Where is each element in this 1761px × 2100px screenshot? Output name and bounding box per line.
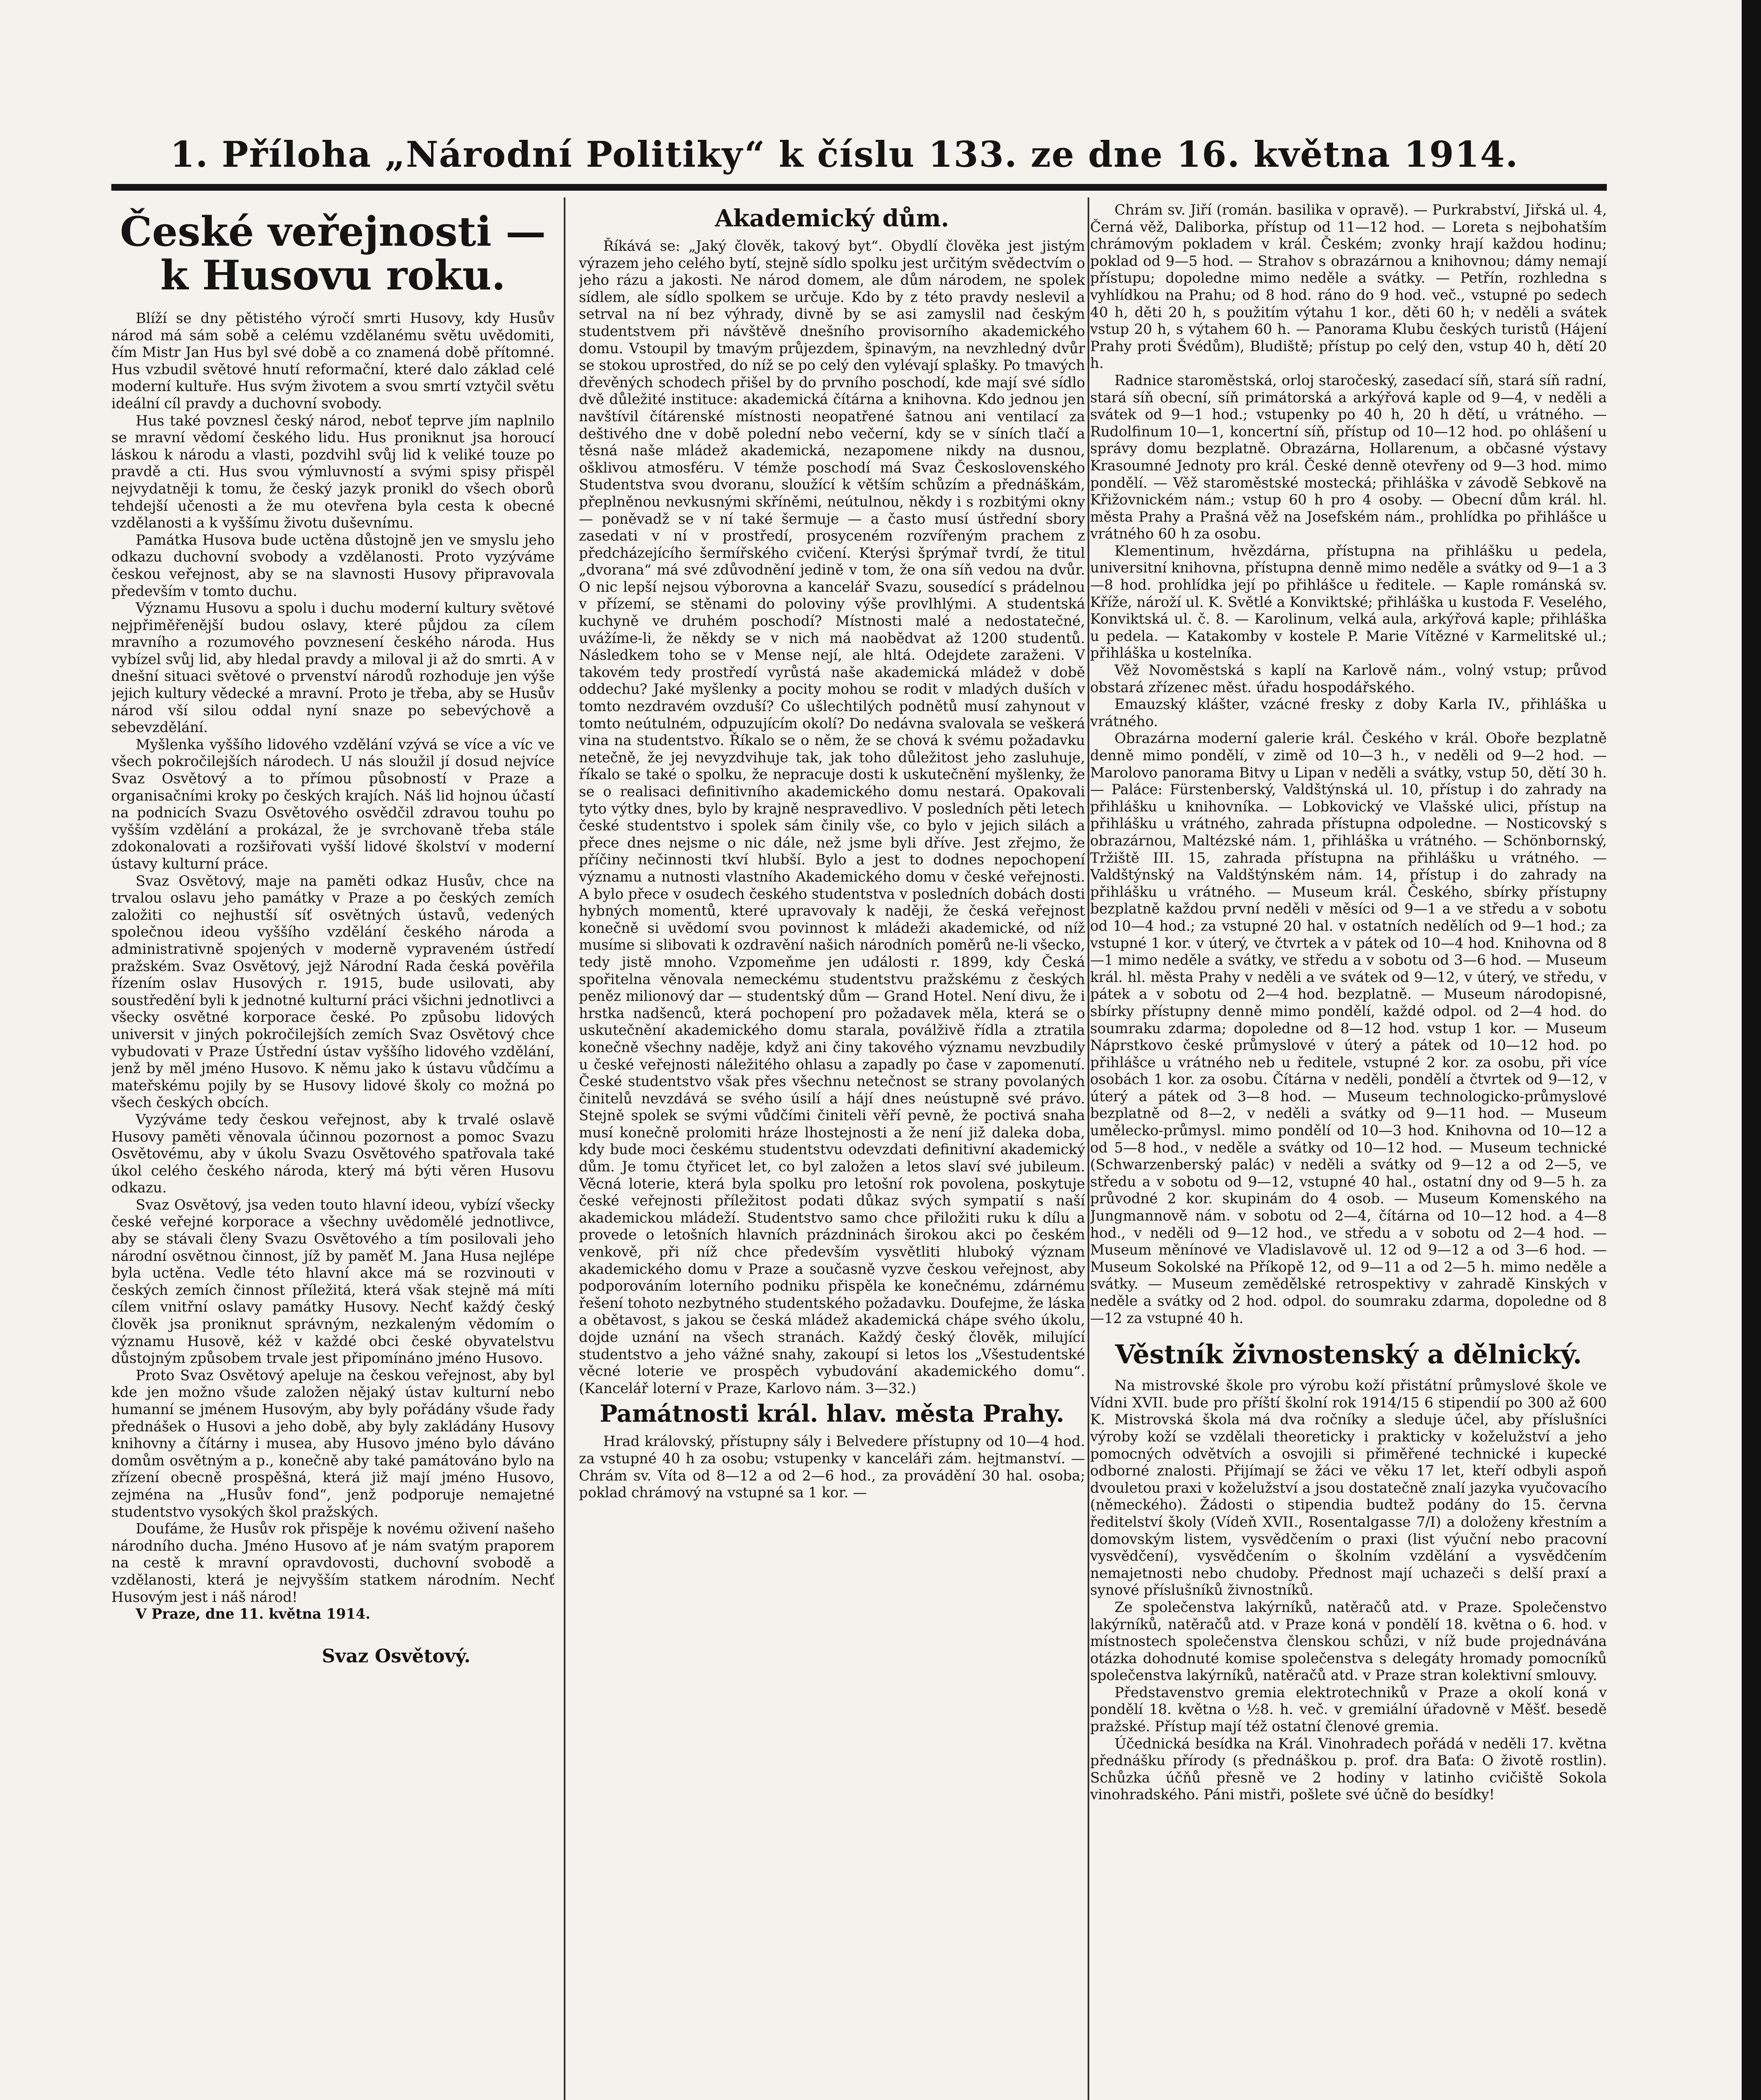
paragraph: Významu Husovu a spolu i duchu moderní kultury světové nejpřiměřenější budou oslavy, které půjdou za cílem mravního a rozumového povznesení českého národa. Hus vybízel svůj lid, aby hledal pravdy a miloval ji až do smrti. A v dnešní situaci světové o prvenství národů rozhoduje jen výše jejich kultury vědecké a mravní. Proto je třeba, aby se Husův národ vší silou oddal nyní snaze po sebevýchově a sebevzdělání. (111, 600, 555, 736)
paragraph: Svaz Osvětový, jsa veden touto hlavní ideou, vybízí všecky české veřejné korporace a všechny uvědomělé jednotlivce, aby se stávali členy Svazu Osvětového a tím posilovali jeho národní osvětnou činnost, jíž by paměť M. Jana Husa nejlépe byla uctěna. Vedle této hlavní akce má se rozvinouti v českých zemích činnost příležitá, která však stejně má míti cílem vnitřní oslavy památky Husovy. Nechť každý český člověk jsa proniknut správným, nezkaleným vědomím o významu Husově, kéž v každé obci české obyvatelstvu důstojným způsobem trvale jest připomínáno jméno Husovo. (111, 1196, 555, 1367)
headline-pamatnosti: Památnosti král. hlav. města Prahy. (599, 1400, 1064, 1428)
paragraph: Na mistrovské škole pro výrobu koží přistátní průmyslové škole ve Vídni XVII. bude pro příští školní rok 1914/15 6 stipendií po 300 až 600 K. Mistrovská škola má dva ročníky a sleduje účel, aby příslušníci výroby koží se vzdělali theoreticky i prakticky v koželužství a jeho pomocných odvětvích a osvojili si přiměřené technické i kupecké odborné znalosti. Přijímají se žáci ve věku 17 let, kteří odbyli aspoň dvouletou praxi v koželužství a jsou dostatečně znalí jazyka vyučovacího (německého). Žádosti o stipendia budtež podány do 15. června ředitelství školy (Vídeň XVII., Rosentalgasse 7/I) a doloženy křestním a domovským listem, vysvědčením o praxi (list výuční nebo pracovní vysvědčení), vysvědčením o školním vzdělání a vysvědčením nemajetnosti nebo chudoby. Přednost mají uchazeči s delší praxí a synové příslušníků živnostníků. (1090, 1377, 1607, 1599)
paragraph: Myšlenka vyššího lidového vzdělání vzývá se více a víc ve všech pokročilejších národech. U nás sloužil jí dosud nejvíce Svaz Osvětový a to přímou působností v Praze a organisačními kroky po českých krajích. Náš lid hojnou účastí na podnicích Svazu Osvětového osvědčil zdravou touhu po vyšším vzdělání a prokázal, že je svrchovaně třeba stále zdokonalovati a rozšiřovati vyšší lidové školství v moderní ústavy kulturní práce. (111, 736, 555, 872)
paragraph: Svaz Osvětový, maje na paměti odkaz Husův, chce na trvalou oslavu jeho památky v Praze a po českých zemích založiti co nejhustší síť osvětných ústavů, vedených společnou ideou vyššího vzdělání českého národa a administrativně spojených v moderně vypraveném ústředí pražském. Svaz Osvětový, jejž Národní Rada česká pověřila řízením oslav Husových r. 1915, bude usilovati, aby soustředění byli k jednotné kulturní práci všichni jednotlivci a všecky osvětné korporace české. Po způsobu lidových universit v jiných pokročilejších zemích Svaz Osvětový chce vybudovati v Praze Ústřední ústav vyššího lidového vzdělání, jenž by měl jméno Husovo. K němu jako k ústavu vůdčímu a mateřskému pojily by se Husovy lidové školy co možná po všech českých obcích. (111, 872, 555, 1111)
article-body (111, 310, 555, 1606)
paragraph: Věž Novoměstská s kaplí na Karlově nám., volný vstup; průvod obstará zřízenec měst. úřadu hospodářského. (1090, 662, 1607, 696)
paragraph: Účednická besídka na Král. Vinohradech pořádá v neděli 17. května přednášku přírody (s přednáškou p. prof. dra Baťa: O životě rostlin). Schůzka účňů přesně ve 2 hodiny v latinho cvičiště Sokola vinohradského. Páni mistři, pošlete své účně do besídky! (1090, 1735, 1607, 1803)
masthead-rule (111, 184, 1607, 191)
column-divider (564, 197, 565, 2100)
paragraph: Klementinum, hvězdárna, přístupna na přihlášku u pedela, universitní knihovna, přístupna denně mimo neděle a svátky od 9—1 a 3—8 hod. prohlídka její po přihlášce u ředitele. — Kaple románská sv. Kříže, nároží ul. K. Světlé a Konviktské; přihláška u kustoda F. Veselého, Konviktská ul. č. 8. — Karolinum, velká aula, arkýřová kaple; přihláška u pedela. — Katakomby v kostele P. Marie Vítězné v Karmelitské ul.; přihláška u kostelníka. (1090, 542, 1607, 662)
paragraph: Doufáme, že Husův rok přispěje k novému oživení našeho národního ducha. Jméno Husovo ať je nám svatým praporem na cestě k mravní opravdovosti, duchovní svobodě a vzdělanosti, která je nejvyšším statkem národním. Nechť Husovým jest i náš národ! (111, 1520, 555, 1605)
paragraph: Představenstvo gremia elektrotechniků v Praze a okolí koná v pondělí 18. května o ½8. h. več. v gremiální úřadovně v Měšť. besedě pražské. Přístup mají též ostatní členové gremia. (1090, 1684, 1607, 1735)
column-akademicky-dum (579, 202, 1085, 2100)
paragraph: Emauzský klášter, vzácné fresky z doby Karla IV., přihláška u vrátného. (1090, 696, 1607, 730)
column-divider (1088, 197, 1089, 2100)
paragraph: Proto Svaz Osvětový apeluje na českou veřejnost, aby byl kde jen možno všude založen nějaký ústav kulturní nebo humanní se jménem Husovým, aby byly pořádány všude řady přednášek o Husovi a jeho době, aby byly zakládány Husovy knihovny a čítárny i musea, aby Husovo jméno bylo dáváno domům osvětným a p., konečně aby také památováno bylo na zřízení obecně prospěšná, která již mají jméno Husovo, zejména na „Husův fond“, jenž podporuje nemajetné studentstvo vysokých škol pražských. (111, 1367, 555, 1520)
scan-margin-strip (1742, 0, 1761, 2100)
paragraph: Radnice staroměstská, orloj staročeský, zasedací síň, stará síň radní, stará síň obecní, síň primátorská a arkýřová kaple od 9—4, v neděli a svátek od 9—1 hod.; vstupenky po 40 h, 20 h dětí, u vrátného. — Rudolfinum 10—1, koncertní síň, přístup od 10—12 hod. po ohlášení u správy domu bezplatně. Obrazárna, Hollarenum, a občasné výstavy Krasoumné Jednoty pro král. České denně otevřeny od 9—3 hod. mimo pondělí. — Věž staroměstské mostecká; přihláška v závodě Sebkově na Křižovnickém nám.; vstup 60 h pro 4 osoby. — Obecní dům král. hl. města Prahy a Prašná věž na Josefském nám., prohlídka po přihlášce u vrátného 60 h za osobu. (1090, 372, 1607, 542)
paragraph: Blíží se dny pětistého výročí smrti Husovy, kdy Husův národ má sám sobě a celému vzdělanému světu uvědomiti, čím Mistr Jan Hus byl své době a co znamená době přítomné. Hus vzbudil světové hnutí reformační, které dalo základ celé moderní kultuře. Hus svým životem a svou smrtí vztyčil světu ideální cíl pravdy a duchovní svobody. (111, 310, 555, 412)
article-body (1090, 1377, 1607, 1803)
paragraph: Říkává se: „Jaký člověk, takový byt“. Obydlí člověka jest jistým výrazem jeho celého bytí, stejně sídlo spolku jest určitým svědectvím o jeho rázu a jakosti. Ne národ domem, ale dům národem, ne spolek sídlem, ale sídlo spolkem se určuje. Kdo by z této pravdy neslevil a setrval na ní bez výhrady, divně by se asi zamyslil nad českým studentstvem při návštěvě dnešního provisorního akademického domu. Vstoupil by tmavým průjezdem, špinavým, na nevzhledný dvůr se stokou uprostřed, do níž se po celý den vylévají splašky. Po tmavých dřevěných schodech přišel by do prvního poschodí, kde mají své sídlo dvě důležité instituce: akademická čítárna a knihovna. Kdo jednou jen navštívil čítárenské místnosti neopatřené šatnou ani ventilací za deštivého dne v době polední nebo večerní, kdy se v síních tlačí a těsná naše mládež akademická, nezapomene nikdy na dusnou, ošklivou atmosféru. V témže poschodí má Svaz Československého Studentstva svou dvoranu, sloužící k větším schůzím a přednáškám, přeplněnou nevkusnými skříněmi, neútulnou, někdy i s rozbitými okny — poněvadž se v ní také šermuje — a často musí ústřední sbory zasedati v ní v prostředí, prosyceném rozvířeným prachem z předcházejícího šermířského cvičení. Kterýsi šprýmař tvrdí, že titul „dvorana“ má své zdůvodnění jedině v tom, že ona síň vedou na dvůr. O nic lepší nejsou výborovna a kancelář Svazu, sousedící s prádelnou v přízemí, se stěnami do poloviny výše provlhlými. A studentská kuchyně ve druhém poschodí? Místnosti malé a nedostatečné, uvážíme-li, že někdy se v nich má naobědvat až 1200 studentů. Následkem toho se v Mense nejí, ale hltá. Odejdete zaraženi. V takovém tedy prostředí vyrůstá naše akademická mládež v době oddechu? Jaké myšlenky a pocity mohou se rodit v mladých duších v tomto nezdravém ovzduší? Co ušlechtilých podnětů musí zahynout v tomto neútulném, odpuzujícím okolí? Do nedávna svalovala se veškerá vina na studentstvo. Říkalo se o něm, že se chová k svému požadavku netečně, že jej nevyzdvihuje tak, jak toho důležitost jeho zasluhuje, říkalo se také o spolku, že nepracuje dosti k uskutečnění myšlenky, že se o realisaci definitivního akademického domu nestará. Opakovali tyto výtky dnes, bylo by krajně nespravedlivo. V posledních pěti letech české studentstvo i spolek sám činily vše, co bylo v jejich silách a přece dnes nejsme o nic dále, než jsme byli dříve. Jest zřejmo, že příčiny nečinnosti tkví hlubší. Bylo a jest to dodnes nepochopení významu a nutnosti vlastního Akademického domu v české veřejnosti. A bylo přece v osudech českého studentstva v posledních dobách dosti hybných momentů, které upravovaly k naději, že česká veřejnost konečně si uvědomí svou povinnost k mládeži akademické, od níž musíme si slibovati k ozdravění našich národních poměrů ne-li všecko, tedy jistě mnoho. Vzpomeňme jen události r. 1899, kdy Česká spořitelna věnovala nemeckému studentstvu pražskému z českých peněz milionový dar — studentský dům — Grand Hotel. Není divu, že i hrstka nadšenců, která pochopení pro požadavek měla, která se o uskutečnění akademického domu starala, poválživě řídla a ztratila konečně všechny naděje, když ani činy takového významu nevzbudily u české veřejnosti náležitého ohlasu a zapadly po čase v zapomenutí. České studentstvo však přes všechnu netečnost se strany povolaných činitelů nevzdává se svého úsilí a hájí dnes neústupně své právo. Stejně spolek se svými vůdčími činiteli věří pevně, že poctivá snaha musí konečně prolomiti hráze lhostejnosti a že není již daleka doba, kdy bude moci českému studentstvu odevzdati definitivní akademický dům. Je tomu čtyřicet let, co byl založen a letos slaví své jubileum. Věcná loterie, která byla spolku pro letošní rok povolena, poskytuje české veřejnosti příležitost podati důkaz svých sympatií s naší akademickou mládeží. Studentstvo samo chce přiložiti ruku k dílu a provede o letošních hlavních prázdninách širokou akci po českém venkově, při níž chce především vysvětliti hluboký význam akademického domu v Praze a současně vyzve českou veřejnost, aby podporováním loterního podniku přispěla ke konečnému, zdárnému řešení tohoto nezbytného studentského požadavku. Doufejme, že láska a obětavost, s jakou se česká mládež akademická chápe svého úkolu, dojde uznání na všech stranách. Každý český člověk, milující studentstvo a jeho vážné snahy, zakoupí si letos los „Všestudentské věcné loterie ve prospěch vybudování akademického domu“. (Kancelář loterní v Praze, Karlovo nám. 3—32.) (579, 238, 1085, 1396)
date-line: V Praze, dne 11. května 1914. (136, 1606, 371, 1622)
paragraph: Hus také povznesl český národ, neboť teprve jím naplnilo se mravní vědomí českého lidu. Hus proniknut jsa horoucí láskou k národu a vlasti, pozdvihl svůj lid k veliké touze po pravdě a cti. Hus svou výmluvností a svými spisy přispěl nejvydatněji k tomu, že český jazyk pronikl do všech oborů tehdejší učenosti a že mu otevřena byla cesta k obecné vzdělanosti a k vyššímu životu duševnímu. (111, 412, 555, 531)
paragraph: Obrazárna moderní galerie král. Českého v král. Oboře bezplatně denně mimo pondělí, v zimě od 10—3 h., v neděli od 9—2 hod. — Marolovo panorama Bitvy u Lipan v neděli a svátky, vstup 50, dětí 30 h. — Paláce: Fürstenberský, Valdštýnská ul. 10, přístup i do zahrady na přihlášku u knihovníka. — Lobkovický ve Vlašské ulici, přístup na přihlášku u vrátného, zahrada přístupna odpoledne. — Nosticovský s obrazárnou, Maltézské nám. 1, přihláška u vrátného. — Schönbornský, Tržiště III. 15, zahrada přístupna na přihlášku u vrátného. — Valdštýnský na Valdštýnském nám. 14, přístup i do zahrady na přihlášku u vrátného. — Museum král. Českého, sbírky přístupny bezplatně každou první neděli v měsíci od 9—1 a ve středu a v sobotu od 10—4 hod.; za vstupné 20 hal. v ostatních nedělích od 9—1 hod.; za vstupné 1 kor. v úterý, ve čtvrtek a v pátek od 10—4 hod. Knihovna od 8—1 mimo neděle a svátky, ve středu a v sobotu od 3—6 hod. — Museum král. hl. města Prahy v neděli a ve svátek od 9—12, v úterý, ve středu, v pátek a v sobotu od 2—4 hod. bezplatně. — Museum národopisné, sbírky přístupny denně mimo pondělí, každé odpol. od 2—4 hod. do soumraku zdarma; dopoledne od 8—12 hod. vstup 1 kor. — Museum Náprstkovo české průmyslové v úterý a pátek od 10—12 hod. po přihlášce u vrátného neb u ředitele, vstupné 2 kor. za osobu, při více osobách 1 kor. za osobu. Čítárna v neděli, pondělí a čtvrtek od 9—12, v úterý a pátek od 3—8 hod. — Museum technologicko-průmyslové bezplatně od 8—2, v neděli a svátky od 9—11 hod. — Museum umělecko-průmysl. mimo pondělí od 10—3 hod. Knihovna od 10—12 a od 5—8 hod., v neděle a svátky od 10—12 hod. — Museum technické (Schwarzenberský palác) v neděli a svátky od 9—12 a od 2—5, ve středu a v sobotu od 9—12, vstupné 40 hal., ostatní dny od 9—5 h. za průvodné 2 kor. skupinám do 4 osob. — Museum Komenského na Jungmannově nám. v sobotu od 2—4, čítárna od 10—12 hod. a 4—8 hod., v neděli od 9—12 hod., ve středu a v sobotu od 2—4 hod. — Museum měnínové ve Vladislavově ul. 12 od 9—12 a od 3—6 hod. — Museum Sokolské na Příkopě 12, od 9—11 a od 2—5 h. mimo neděle a svátky. — Museum zemědělské retrospektivy v zahradě Kinských v neděle a svátky od 2 hod. odpol. do soumraku zdarma, dopoledne od 8—12 za vstupné 40 h. (1090, 730, 1607, 1326)
paragraph: Hrad královský, přístupny sály i Belvedere přístupny od 10—4 hod. za vstupné 40 h za osobu; vstupenky v kanceláři zám. hejtmanství. — Chrám sv. Víta od 8—12 a od 2—6 hod., za provádění 30 hal. osoba; poklad chrámový na vstupné sa 1 kor. — (579, 1433, 1085, 1501)
headline-akademicky-dum: Akademický dům. (715, 205, 949, 232)
article-body (579, 1433, 1085, 1501)
article-body (579, 238, 1085, 1397)
paragraph: Památka Husova bude uctěna důstojně jen ve smyslu jeho odkazu duchovní svobody a vzdělanosti. Proto vyzýváme českou veřejnost, aby se na slavnosti Husovy připravovala především v tomto duchu. (111, 531, 555, 599)
column-pamatnosti-vestnik (1090, 202, 1607, 2100)
column-hus-appeal (111, 202, 555, 2100)
paragraph: Ze společenstva lakýrníků, natěračů atd. v Praze. Společenstvo lakýrníků, natěračů atd. v Praze koná v pondělí 18. května o 6. hod. v místnostech společenstva členskou schůzi, v níž bude projednávána otázka dohodnuté komise společenstva s delegáty hromady pomocníků společenstva lakýrníků, natěračů atd. v Praze stran kolektivní smlouvy. (1090, 1599, 1607, 1684)
signature: Svaz Osvětový. (322, 1645, 470, 1667)
headline-hus: České veřejnosti — k Husovu roku. (120, 208, 546, 299)
paragraph: Vyzýváme tedy českou veřejnost, aby k trvalé oslavě Husovy paměti věnovala účinnou pozornost a pomoc Svazu Osvětovému, aby v úkolu Svazu Osvětového spatřovala také úkol celého českého národa, který má býti věren Husovu odkazu. (111, 1111, 555, 1196)
article-body (1090, 202, 1607, 1327)
masthead: 1. Příloha „Národní Politiky“ k číslu 133. ze dne 16. května 1914. (170, 134, 1519, 175)
paragraph: Chrám sv. Jiří (román. basilika v opravě). — Purkrabství, Jiřská ul. 4, Černá věž, Daliborka, přístup od 11—12 hod. — Loreta s nejbohatším chrámovým pokladem v král. Českém; zvonky hrají každou hodinu; poklad od 9—5 hod. — Strahov s obrazárnou a knihovnou; dámy nemají přístupu; dopoledne mimo neděle a svátky. — Petřín, rozhledna s vyhlídkou na Prahu; od 8 hod. ráno do 9 hod. več., vstupné po sedech 40 h, děti 20 h, s použitím výtahu 1 kor., děti 60 h; v neděli a svátek vstup 20 h, s výtahem 60 h. — Panorama Klubu českých turistů (Hájení Prahy proti Švédům), Bludiště; přístup po celý den, vstup 40 h, dětí 20 h. (1090, 202, 1607, 372)
headline-vestnik: Věstník živnostenský a dělnický. (1115, 1339, 1582, 1370)
